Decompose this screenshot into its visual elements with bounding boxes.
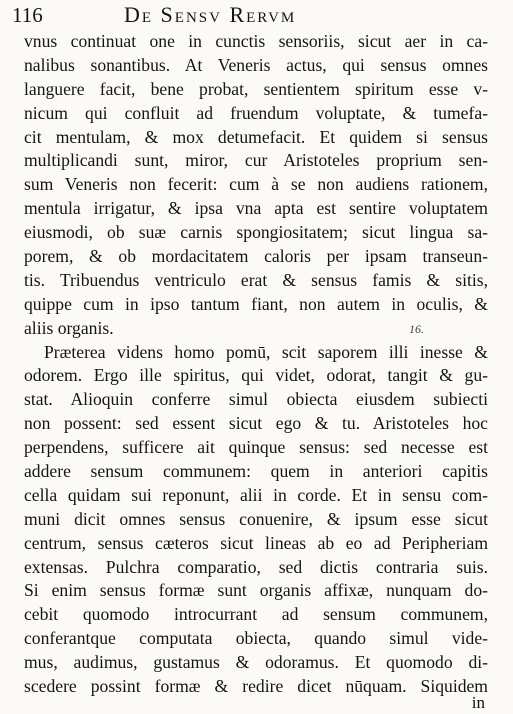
text-line: vnus continuat one in cunctis sensoriis, sicut aer in ca-	[24, 31, 488, 51]
text-line-content: aliis organis.	[24, 317, 114, 338]
text-line: cebit quomodo introcurrant ad sensum communem,	[24, 604, 488, 625]
text-line: cit mentulam, & mox detumefacit. Et quidem si sensus	[24, 126, 488, 147]
margin-note: 16.	[409, 321, 424, 336]
text-line: centrum, sensus cæteros sicut lineas ab eo ad Peripheriam	[24, 532, 488, 553]
text-line: extensas. Pulchra comparatio, sed dictis contraria suis.	[24, 556, 488, 577]
catchword: in	[471, 693, 485, 712]
text-line: scedere possint formæ & redire dicet nūquam. Siquidem	[24, 676, 488, 697]
text-line: mus, audimus, gustamus & odoramus. Et quomodo di-	[24, 652, 488, 673]
text-line: nalibus sonantibus. At Veneris actus, qui sensus omnes	[24, 54, 488, 75]
text-line: nicum qui confluit ad fruendum voluptate, & tumefa-	[24, 102, 488, 123]
body-text	[24, 30, 488, 699]
page-header	[12, 2, 503, 28]
text-line: stat. Alioquin conferre simul obiecta eiusdem subiecti	[24, 389, 488, 410]
paragraph-start-line: Præterea videns homo pomū, scit saporem illi inesse &	[44, 341, 488, 362]
text-line: odorem. Ergo ille spiritus, qui videt, odorat, tangit & gu-	[24, 365, 488, 386]
text-line: muni dicit omnes sensus conuenire, & ipsum esse sicut	[24, 508, 488, 529]
text-line: eiusmodi, ob suæ carnis spongiositatem; sicut lingua sa-	[24, 222, 488, 243]
text-line: cella quidam sui reponunt, alii in corde. Et in sensu com-	[24, 484, 488, 505]
page-number: 116	[12, 3, 43, 27]
text-line: quippe cum in ipso tantum fiant, non autem in oculis, &	[24, 293, 488, 314]
text-line: Si enim sensus formæ sunt organis affixæ, nunquam do-	[24, 580, 488, 601]
text-line: non possent: sed essent sicut ego & tu. Aristoteles hoc	[24, 413, 488, 434]
paragraph-end-line	[24, 317, 488, 341]
text-line: conferantque computata obiecta, quando simul vide-	[24, 628, 488, 649]
text-line: tis. Tribuendus ventriculo erat & sensus famis & sitis,	[24, 269, 488, 290]
running-head: De Sensv Rervm	[124, 2, 297, 27]
text-line: sum Veneris non fecerit: cum à se non audiens rationem,	[24, 174, 488, 195]
text-line: porem, & ob mordacitatem caloris per ipsam transeun-	[24, 246, 488, 267]
text-line: mentula irrigatur, & ipsa vna apta est sentire voluptatem	[24, 198, 488, 219]
text-line: languere facit, bene probat, sentientem spiritum esse v-	[24, 78, 488, 99]
text-line: addere sensum communem: quem in anteriori capitis	[24, 461, 488, 482]
text-line: multiplicandi sunt, miror, cur Aristoteles proprium sen-	[24, 150, 488, 171]
text-line: perpendens, sufficere ait quinque sensus: sed necesse est	[24, 437, 488, 458]
